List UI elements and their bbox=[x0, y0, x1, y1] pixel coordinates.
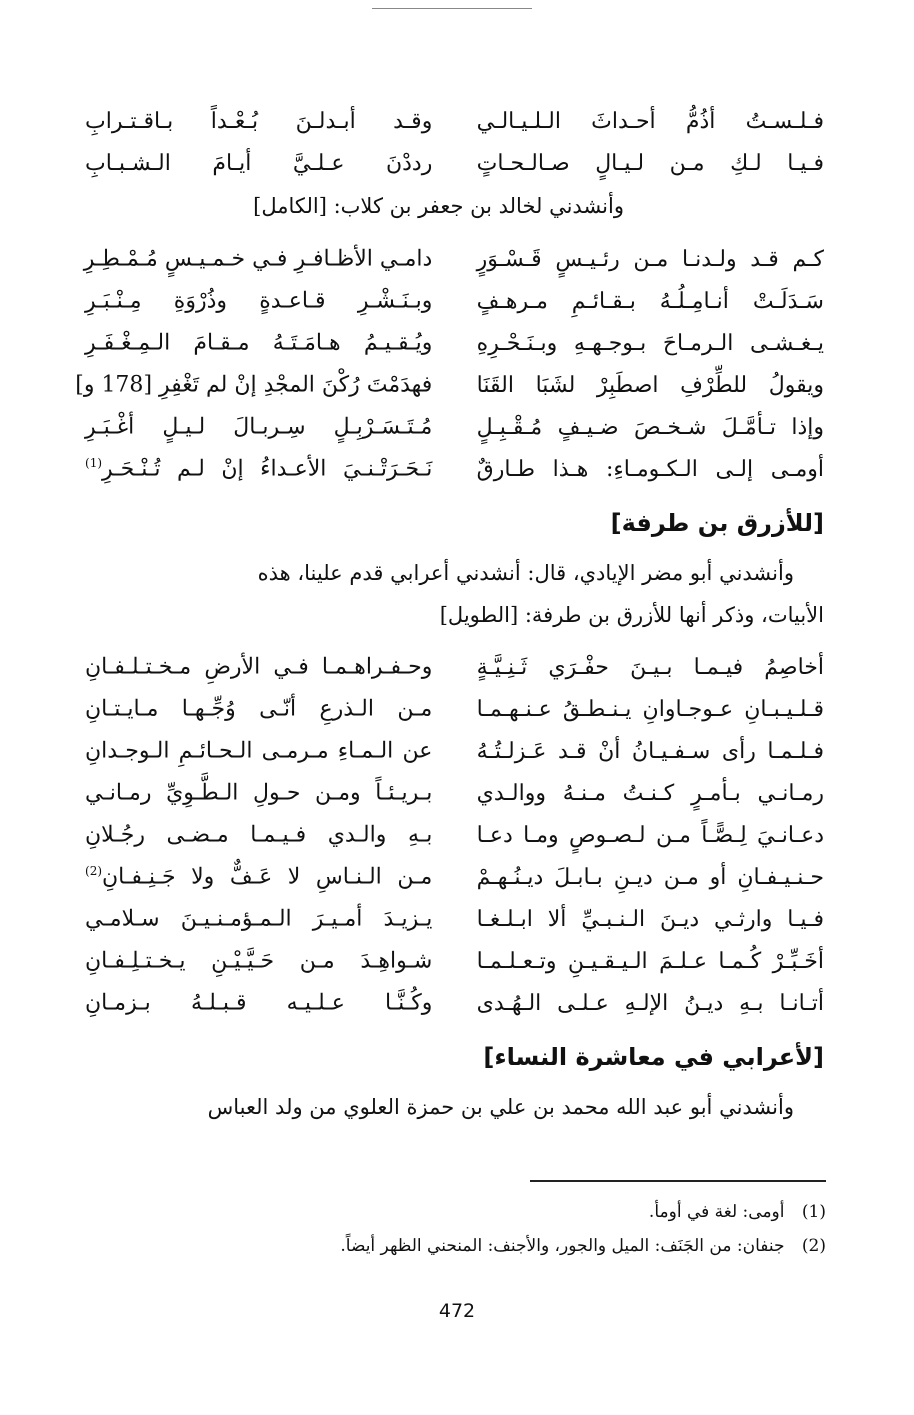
footnote-number: (1) bbox=[801, 1202, 826, 1222]
verse-first-hemistich: أومـى إلـى الـكـومـاءِ: هـذا طـارقٌ bbox=[476, 456, 824, 482]
verse-first-hemistich: كـم قـد ولـدنـا مـن رئـيـسٍ قَـسْـوَرٍ bbox=[476, 246, 824, 272]
verse-first-hemistich: قـلـيـبـانِ عـوجـاوانِ يـنـطـقُ عـنـهـمـا bbox=[476, 696, 824, 722]
verse-line bbox=[85, 856, 824, 898]
verse-second-hemistich: وحـفـراهـمـا فـي الأرضِ مـخـتـلـفـانِ bbox=[85, 654, 433, 680]
verse-second-hemistich: وبـنَـشْـرِ قـاعـدةٍ وذُرْوَةِ مِـنْـبَـرِ bbox=[85, 288, 433, 314]
verse-first-hemistich: أتـانـا بـهِ ديـنُ الإلـهِ عـلـى الـهُـدى bbox=[476, 990, 824, 1016]
verse-line bbox=[85, 238, 824, 280]
verse-line bbox=[75, 364, 824, 406]
section-heading-azraq: [للأزرق بن طرفة] bbox=[610, 509, 824, 537]
stanza-3 bbox=[85, 646, 824, 1024]
verse-first-hemistich: دعـانـيَ لِـصًّـاً مـن لـصـوصٍ ومـا دعـا bbox=[476, 822, 824, 848]
footnote bbox=[340, 1229, 826, 1263]
footnote-divider bbox=[530, 1180, 826, 1182]
footnote-text: أومى: لغة في أومأ. bbox=[648, 1202, 785, 1222]
poem-intro: وأنشدني لخالد بن جعفر بن كلاب: [الكامل] bbox=[253, 194, 624, 218]
verse-first-hemistich: رمـانـي بـأمـرٍ كـنـتُ مـنـهُ ووالـدي bbox=[476, 780, 824, 806]
verse-second-hemistich: نَـحَـرَتْـنـيَ الأعـداءُ إنْ لـم تُـنْـحَـرِ$^{(1)}$ bbox=[85, 456, 433, 482]
verse-line bbox=[85, 730, 824, 772]
verse-first-hemistich: ويقولُ للطِّرْفِ اصطَبِرْ لشَبَا القَنَا bbox=[476, 372, 824, 398]
verse-second-hemistich: وكُـنَّـا عـلـيـه قـبـلـهُ بـزمـانِ bbox=[85, 990, 433, 1016]
verse-first-hemistich: أخاصِمُ فيـمـا بـيـنَ حفْـرَي ثَـنِـيَّـةٍ bbox=[476, 654, 824, 680]
prose-line: وأنشدني أبو مضر الإيادي، قال: أنشدني أعرابي قدم علينا، هذه bbox=[257, 561, 794, 585]
section-heading-bedouin: [لأعرابي في معاشرة النساء] bbox=[483, 1043, 824, 1071]
footnote-ref: (2) bbox=[85, 864, 103, 879]
verse-second-hemistich: بـريـئـاً ومـن حـولِ الـطَّـوِيِّ رمـانـي bbox=[85, 780, 433, 806]
verse-line bbox=[85, 646, 824, 688]
stanza-1 bbox=[85, 100, 824, 184]
footnote-text: جنفان: من الجَنَف: الميل والجور، والأجنف: المنحني الظهر أيضاً. bbox=[340, 1236, 785, 1256]
verse-second-hemistich: مُـتَـسَـرْبِـلٍ سِـربـالَ لـيـلٍ أغْـبَـرِ bbox=[85, 414, 433, 440]
verse-line bbox=[85, 898, 824, 940]
verse-second-hemistich: عن الـمـاءِ مـرمـى الـحـائـمِ الـوجـدانِ bbox=[85, 738, 433, 764]
verse-second-hemistich: يـزيـدَ أمـيـرَ الـمـؤمـنـيـنَ سـلامـي bbox=[85, 906, 433, 932]
verse-first-hemistich: يـغـشـى الـرمـاحَ بـوجـهـهِ وبـنَـحْـرِهِ bbox=[476, 330, 824, 356]
page-number: 472 bbox=[438, 1300, 476, 1322]
verse-line bbox=[85, 772, 824, 814]
verse-first-hemistich: فـيـا وارثـي ديـنَ الـنـبـيِّ ألا ابـلـغـا bbox=[476, 906, 824, 932]
verse-line bbox=[85, 322, 824, 364]
prose-paragraph bbox=[85, 552, 824, 636]
verse-line bbox=[85, 406, 824, 448]
verse-second-hemistich: شـواهِـدَ مـن حَـيَّـيْـنِ يـخـتـلِـفـانِ bbox=[85, 948, 433, 974]
verse-second-hemistich: مـن الـنـاسِ لا عَـفٌّ ولا جَـنِـفـانِ$^{(2)}$ bbox=[85, 864, 433, 890]
verse-second-hemistich: ويُـقـيـمُ هـامَـتَـهُ مـقـامَ الـمِـغْـفَـرِ bbox=[85, 330, 433, 356]
verse-first-hemistich: فـلـمـا رأى سـفـيـانُ أنْ قـد عَـزلـتُـهُ bbox=[476, 738, 824, 764]
verse-second-hemistich: وقـد أبـدلـنَ بُـعْـداً بـاقـتـرابِ bbox=[85, 108, 433, 134]
top-rule bbox=[372, 8, 532, 9]
verse-first-hemistich: حـنـيـفـانِ أو مـن ديـنِ بـابـلَ ديـنُـهـمْ bbox=[476, 864, 824, 890]
verse-line bbox=[85, 688, 824, 730]
verse-first-hemistich: أخَـبِّـرْ كُـمـا عـلـمَ الـيـقـيـنِ وتـعـلـمـا bbox=[476, 948, 824, 974]
verse-first-hemistich: سَـدَلَـتْ أنـامِـلُـهُ بـقـائـمِ مـرهـفٍ bbox=[476, 288, 824, 314]
verse-line bbox=[85, 448, 824, 490]
page-body bbox=[75, 100, 824, 1128]
verse-line bbox=[85, 100, 824, 142]
footnote bbox=[340, 1195, 826, 1229]
prose-line: وأنشدني أبو عبد الله محمد بن علي بن حمزة العلوي من ولد العباس bbox=[207, 1095, 794, 1119]
verse-second-hemistich: بـهِ والـدي فـيـمـا مـضـى رجُـلانِ bbox=[85, 822, 433, 848]
footnotes bbox=[340, 1195, 826, 1263]
verse-line bbox=[85, 142, 824, 184]
footnote-ref: (1) bbox=[85, 456, 103, 471]
verse-second-hemistich: دامـي الأظـافـرِ فـي خـمـيـسٍ مُـمْـطِـرِ bbox=[83, 246, 433, 272]
verse-second-hemistich: مـن الـذرعِ أنّـى وُجِّـهـا مـايـتـانِ bbox=[85, 696, 433, 722]
verse-first-hemistich: وإذا تـأمَّـلَ شـخـصَ ضـيـفٍ مُـقْـبِـلٍ bbox=[476, 414, 824, 440]
footnote-number: (2) bbox=[801, 1236, 826, 1256]
verse-line bbox=[85, 814, 824, 856]
stanza-2 bbox=[75, 238, 824, 490]
verse-first-hemistich: فـيـا لـكِ مـن لـيـالٍ صـالـحـاتٍ bbox=[476, 150, 824, 176]
prose-paragraph bbox=[85, 1086, 824, 1128]
prose-line: الأبيات، وذكر أنها للأزرق بن طرفة: [الطويل] bbox=[439, 603, 824, 627]
verse-second-hemistich: رددْنَ عـلـيَّ أيـامَ الـشـبـابِ bbox=[85, 150, 433, 176]
verse-line bbox=[85, 280, 824, 322]
verse-first-hemistich: فـلـسـتُ أذُمُّ أحـداثَ الـلـيـالـي bbox=[476, 108, 824, 134]
verse-line bbox=[85, 982, 824, 1024]
verse-line bbox=[85, 940, 824, 982]
verse-second-hemistich: فهدَمْتَ رُكْنَ المجْدِ إنْ لم تَغْفِرِ [178 و] bbox=[75, 372, 433, 398]
